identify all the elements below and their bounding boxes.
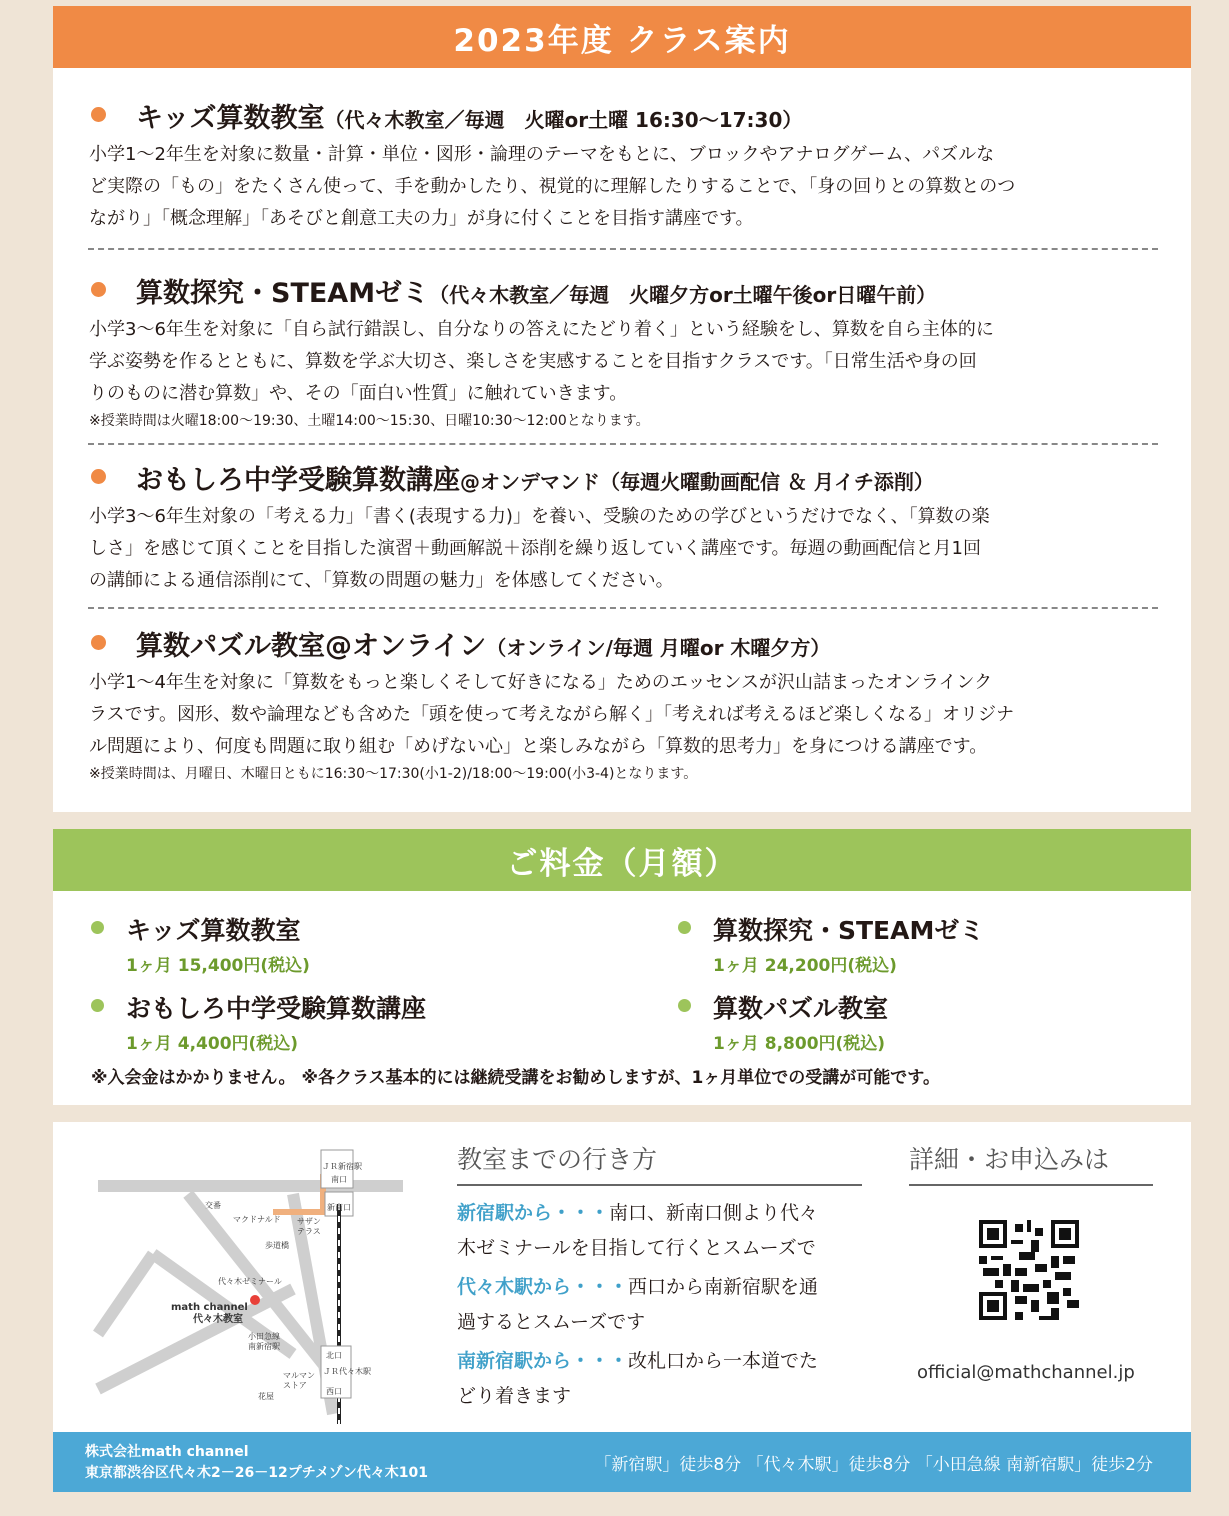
bullet-icon	[91, 999, 104, 1012]
divider	[88, 248, 1158, 250]
bullet-icon	[678, 921, 691, 934]
class-title: キッズ算数教室（代々木教室／毎週 火曜or土曜 16:30～17:30）	[136, 103, 803, 134]
map-label: ＪＲ新宿駅	[322, 1162, 362, 1171]
map-label: マクドナルド	[233, 1215, 281, 1224]
class-title: 算数パズル教室@オンライン（オンライン/毎週 月曜or 木曜夕方）	[136, 631, 831, 662]
footer	[53, 1432, 1191, 1492]
map-label: 代々木教室	[193, 1314, 243, 1325]
bullet-icon	[91, 469, 106, 484]
fee-price: 1ヶ月 15,400円(税込)	[126, 956, 310, 976]
classes-panel	[53, 6, 1191, 812]
map-label: マルマンストア	[283, 1371, 315, 1390]
bullet-icon	[91, 635, 106, 650]
map-label: 交番	[205, 1201, 221, 1210]
map-label: ＪＲ代々木駅	[323, 1367, 371, 1376]
fee-price: 1ヶ月 8,800円(税込)	[713, 1034, 886, 1054]
class-note: ※授業時間は、月曜日、木曜日ともに16:30～17:30(小1-2)/18:00～19:00(小3-4)となります。	[89, 766, 698, 782]
classes-header: 2023年度 クラス案内	[53, 6, 1191, 68]
class-note: ※授業時間は火曜18:00～19:30、土曜14:00～15:30、日曜10:30～12:00となります。	[89, 413, 650, 429]
fee-name: おもしろ中学受験算数講座	[126, 994, 427, 1023]
fee-name: キッズ算数教室	[126, 916, 301, 945]
bullet-icon	[91, 107, 106, 122]
map-label: サザンテラス	[297, 1217, 321, 1236]
map-label: math channel	[171, 1302, 248, 1313]
fee-name: 算数探究・STEAMゼミ	[713, 916, 985, 945]
contact-heading: 詳細・お申込みは	[909, 1145, 1110, 1174]
map-label: 歩道橋	[265, 1241, 289, 1250]
route-minami-shinjuku: 南新宿駅から・・・改札口から一本道でた どり着きます	[457, 1350, 819, 1407]
map-label: 西口	[326, 1387, 342, 1396]
fee-price: 1ヶ月 4,400円(税込)	[126, 1034, 299, 1054]
route-shinjuku: 新宿駅から・・・南口、新南口側より代々 木ゼミナールを目指して行くとスムーズで	[457, 1202, 819, 1259]
map-label: 小田急線南新宿駅	[248, 1332, 280, 1351]
company-name: 株式会社math channel	[85, 1444, 249, 1460]
access-map	[93, 1134, 423, 1424]
map-label: 花屋	[258, 1392, 274, 1401]
class-steam	[53, 271, 1159, 432]
qr-code-icon[interactable]	[979, 1220, 1079, 1320]
divider	[909, 1184, 1153, 1186]
class-description: 小学1～2年生を対象に数量・計算・単位・図形・論理のテーマをもとに、ブロックやアナログゲーム、パズルな ど実際の「もの」をたくさん使って、手を動かしたり、視覚的に理解したりすることで、「身の回りとの算数とのつ ながり」「概念理解」「あそびと創意工夫の力」が身に付くことを目指す講座です。	[89, 144, 1016, 229]
class-title: おもしろ中学受験算数講座@オンデマンド（毎週火曜動画配信 ＆ 月イチ添削）	[136, 465, 934, 496]
fees-header: ご料金（月額）	[53, 829, 1191, 891]
walking-distance: 「新宿駅」徒歩8分 「代々木駅」徒歩8分 「小田急線 南新宿駅」徒歩2分	[594, 1455, 1153, 1475]
route-yoyogi: 代々木駅から・・・西口から南新宿駅を通 過するとスムーズです	[457, 1276, 819, 1333]
map-pin-icon	[250, 1295, 260, 1305]
divider	[457, 1184, 862, 1186]
class-exam	[53, 458, 1159, 597]
access-panel	[53, 1122, 1191, 1432]
map-label: 新南口	[327, 1203, 351, 1212]
class-kids	[53, 96, 1159, 235]
map-label: 代々木ゼミナール	[218, 1277, 282, 1286]
divider	[88, 443, 1158, 445]
company-address: 東京都渋谷区代々木2－26－12プチメゾン代々木101	[85, 1465, 428, 1481]
access-heading: 教室までの行き方	[457, 1145, 658, 1174]
class-description: 小学3～6年生対象の「考える力」「書く(表現する力)」を養い、受験のための学びというだけでなく、「算数の楽 しさ」を感じて頂くことを目指した演習＋動画解説＋添削を繰り返していく講座です。毎週の動画配信と月1回 の講師による通信添削にて、「算数の問題の魅力」を体感してください。	[89, 506, 990, 591]
bullet-icon	[91, 282, 106, 297]
fees-panel	[53, 829, 1191, 1105]
class-title: 算数探究・STEAMゼミ（代々木教室／毎週 火曜夕方or土曜午後or日曜午前）	[136, 278, 937, 309]
bullet-icon	[91, 921, 104, 934]
access-section	[457, 1140, 862, 1414]
class-description: 小学1～4年生を対象に「算数をもっと楽しくそして好きになる」ためのエッセンスが沢山詰まったオンラインク ラスです。図形、数や論理なども含めた「頭を使って考えながら解く」「考えれば考えるほど楽しくなる」オリジナ ル問題により、何度も問題に取り組む「めげない心」と楽しみながら「算数的思考力」を身につける講座です。	[89, 672, 1015, 757]
map-label: 南口	[331, 1175, 347, 1184]
contact-section	[909, 1140, 1153, 1383]
fee-name: 算数パズル教室	[713, 994, 889, 1023]
fee-price: 1ヶ月 24,200円(税込)	[713, 956, 897, 976]
map-label: 北口	[326, 1351, 342, 1360]
divider	[88, 607, 1158, 609]
fees-note: ※入会金はかかりません。 ※各クラス基本的には継続受講をお勧めしますが、1ヶ月単位での受講が可能です。	[91, 1068, 940, 1088]
bullet-icon	[678, 999, 691, 1012]
contact-email[interactable]: official@mathchannel.jp	[917, 1362, 1135, 1383]
class-description: 小学3～6年生を対象に「自ら試行錯誤し、自分なりの答えにたどり着く」という経験をし、算数を自ら主体的に 学ぶ姿勢を作るとともに、算数を学ぶ大切さ、楽しさを実感することを目指すクラスです。「日常生活や身の回 りのものに潜む算数」や、その「面白い性質」に触れていきます。	[89, 319, 994, 404]
class-puzzle	[53, 624, 1159, 785]
